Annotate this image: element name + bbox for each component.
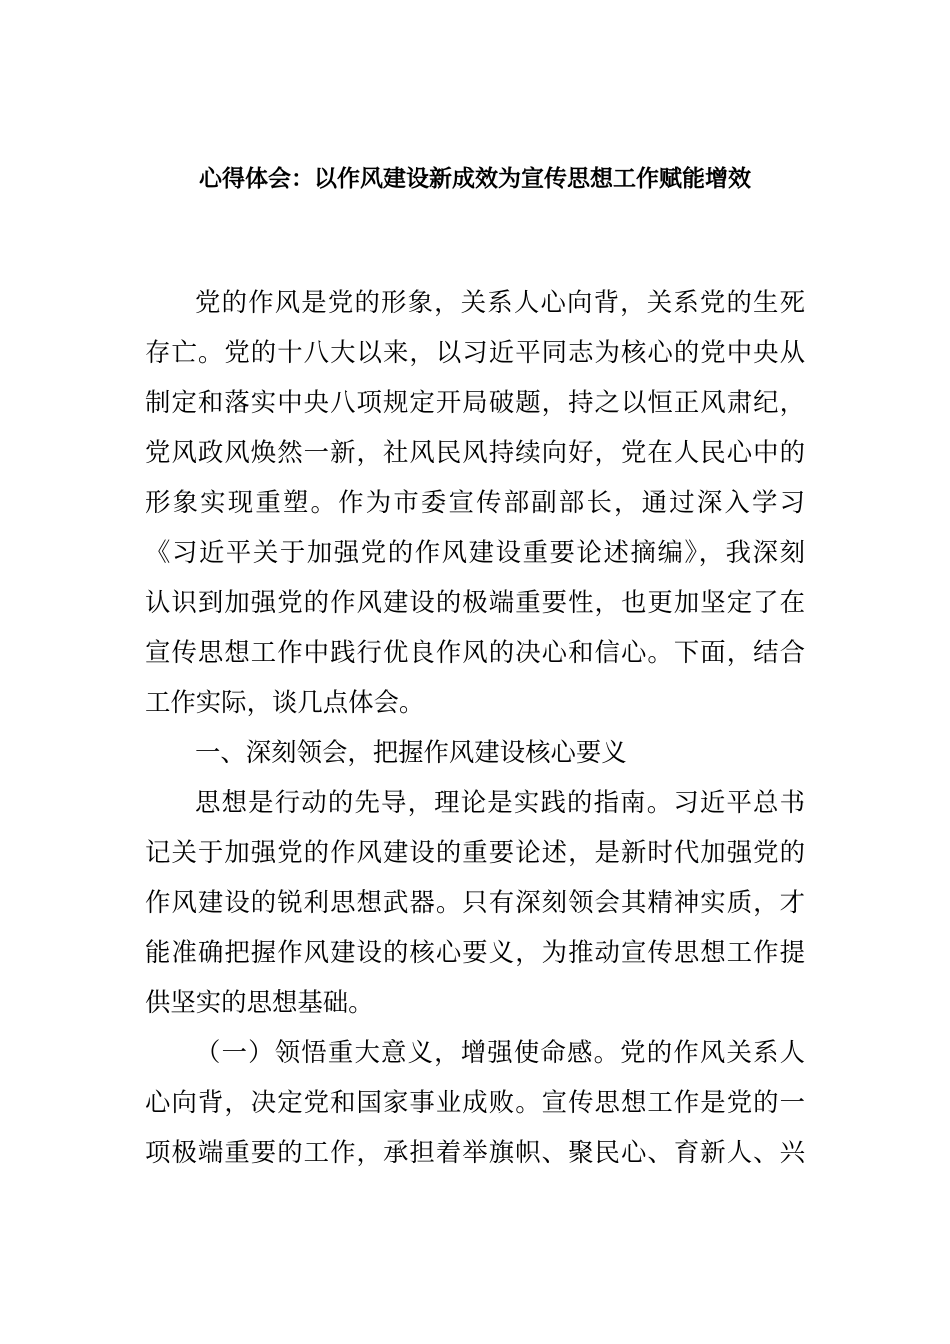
paragraph-line: 记关于加强党的作风建设的重要论述，是新时代加强党的 <box>145 837 805 867</box>
paragraph-line: 作风建设的锐利思想武器。只有深刻领会其精神实质，才 <box>145 887 805 917</box>
paragraph-line: 供坚实的思想基础。 <box>145 987 374 1017</box>
paragraph-line: （一）领悟重大意义，增强使命感。党的作风关系人 <box>195 1037 805 1067</box>
paragraph-line: 心向背，决定党和国家事业成败。宣传思想工作是党的一 <box>145 1087 805 1117</box>
paragraph-line: 党风政风焕然一新，社风民风持续向好，党在人民心中的 <box>145 437 805 467</box>
paragraph-line: 存亡。党的十八大以来，以习近平同志为核心的党中央从 <box>145 337 805 367</box>
paragraph-line: 项极端重要的工作，承担着举旗帜、聚民心、育新人、兴 <box>145 1137 805 1167</box>
paragraph-line: 党的作风是党的形象，关系人心向背，关系党的生死 <box>195 287 805 317</box>
paragraph-line: 工作实际，谈几点体会。 <box>145 687 425 717</box>
paragraph-line: 《习近平关于加强党的作风建设重要论述摘编》，我深刻 <box>145 537 805 567</box>
paragraph-line: 宣传思想工作中践行优良作风的决心和信心。下面，结合 <box>145 637 805 667</box>
document-title: 心得体会：以作风建设新成效为宣传思想工作赋能增效 <box>199 166 751 192</box>
paragraph-line: 制定和落实中央八项规定开局破题，持之以恒正风肃纪， <box>145 387 805 417</box>
section-heading: 一、深刻领会，把握作风建设核心要义 <box>195 737 627 767</box>
paragraph-line: 认识到加强党的作风建设的极端重要性，也更加坚定了在 <box>145 587 805 617</box>
paragraph-line: 思想是行动的先导，理论是实践的指南。习近平总书 <box>195 787 805 817</box>
paragraph-line: 能准确把握作风建设的核心要义，为推动宣传思想工作提 <box>145 937 805 967</box>
paragraph-line: 形象实现重塑。作为市委宣传部副部长，通过深入学习 <box>145 487 805 517</box>
